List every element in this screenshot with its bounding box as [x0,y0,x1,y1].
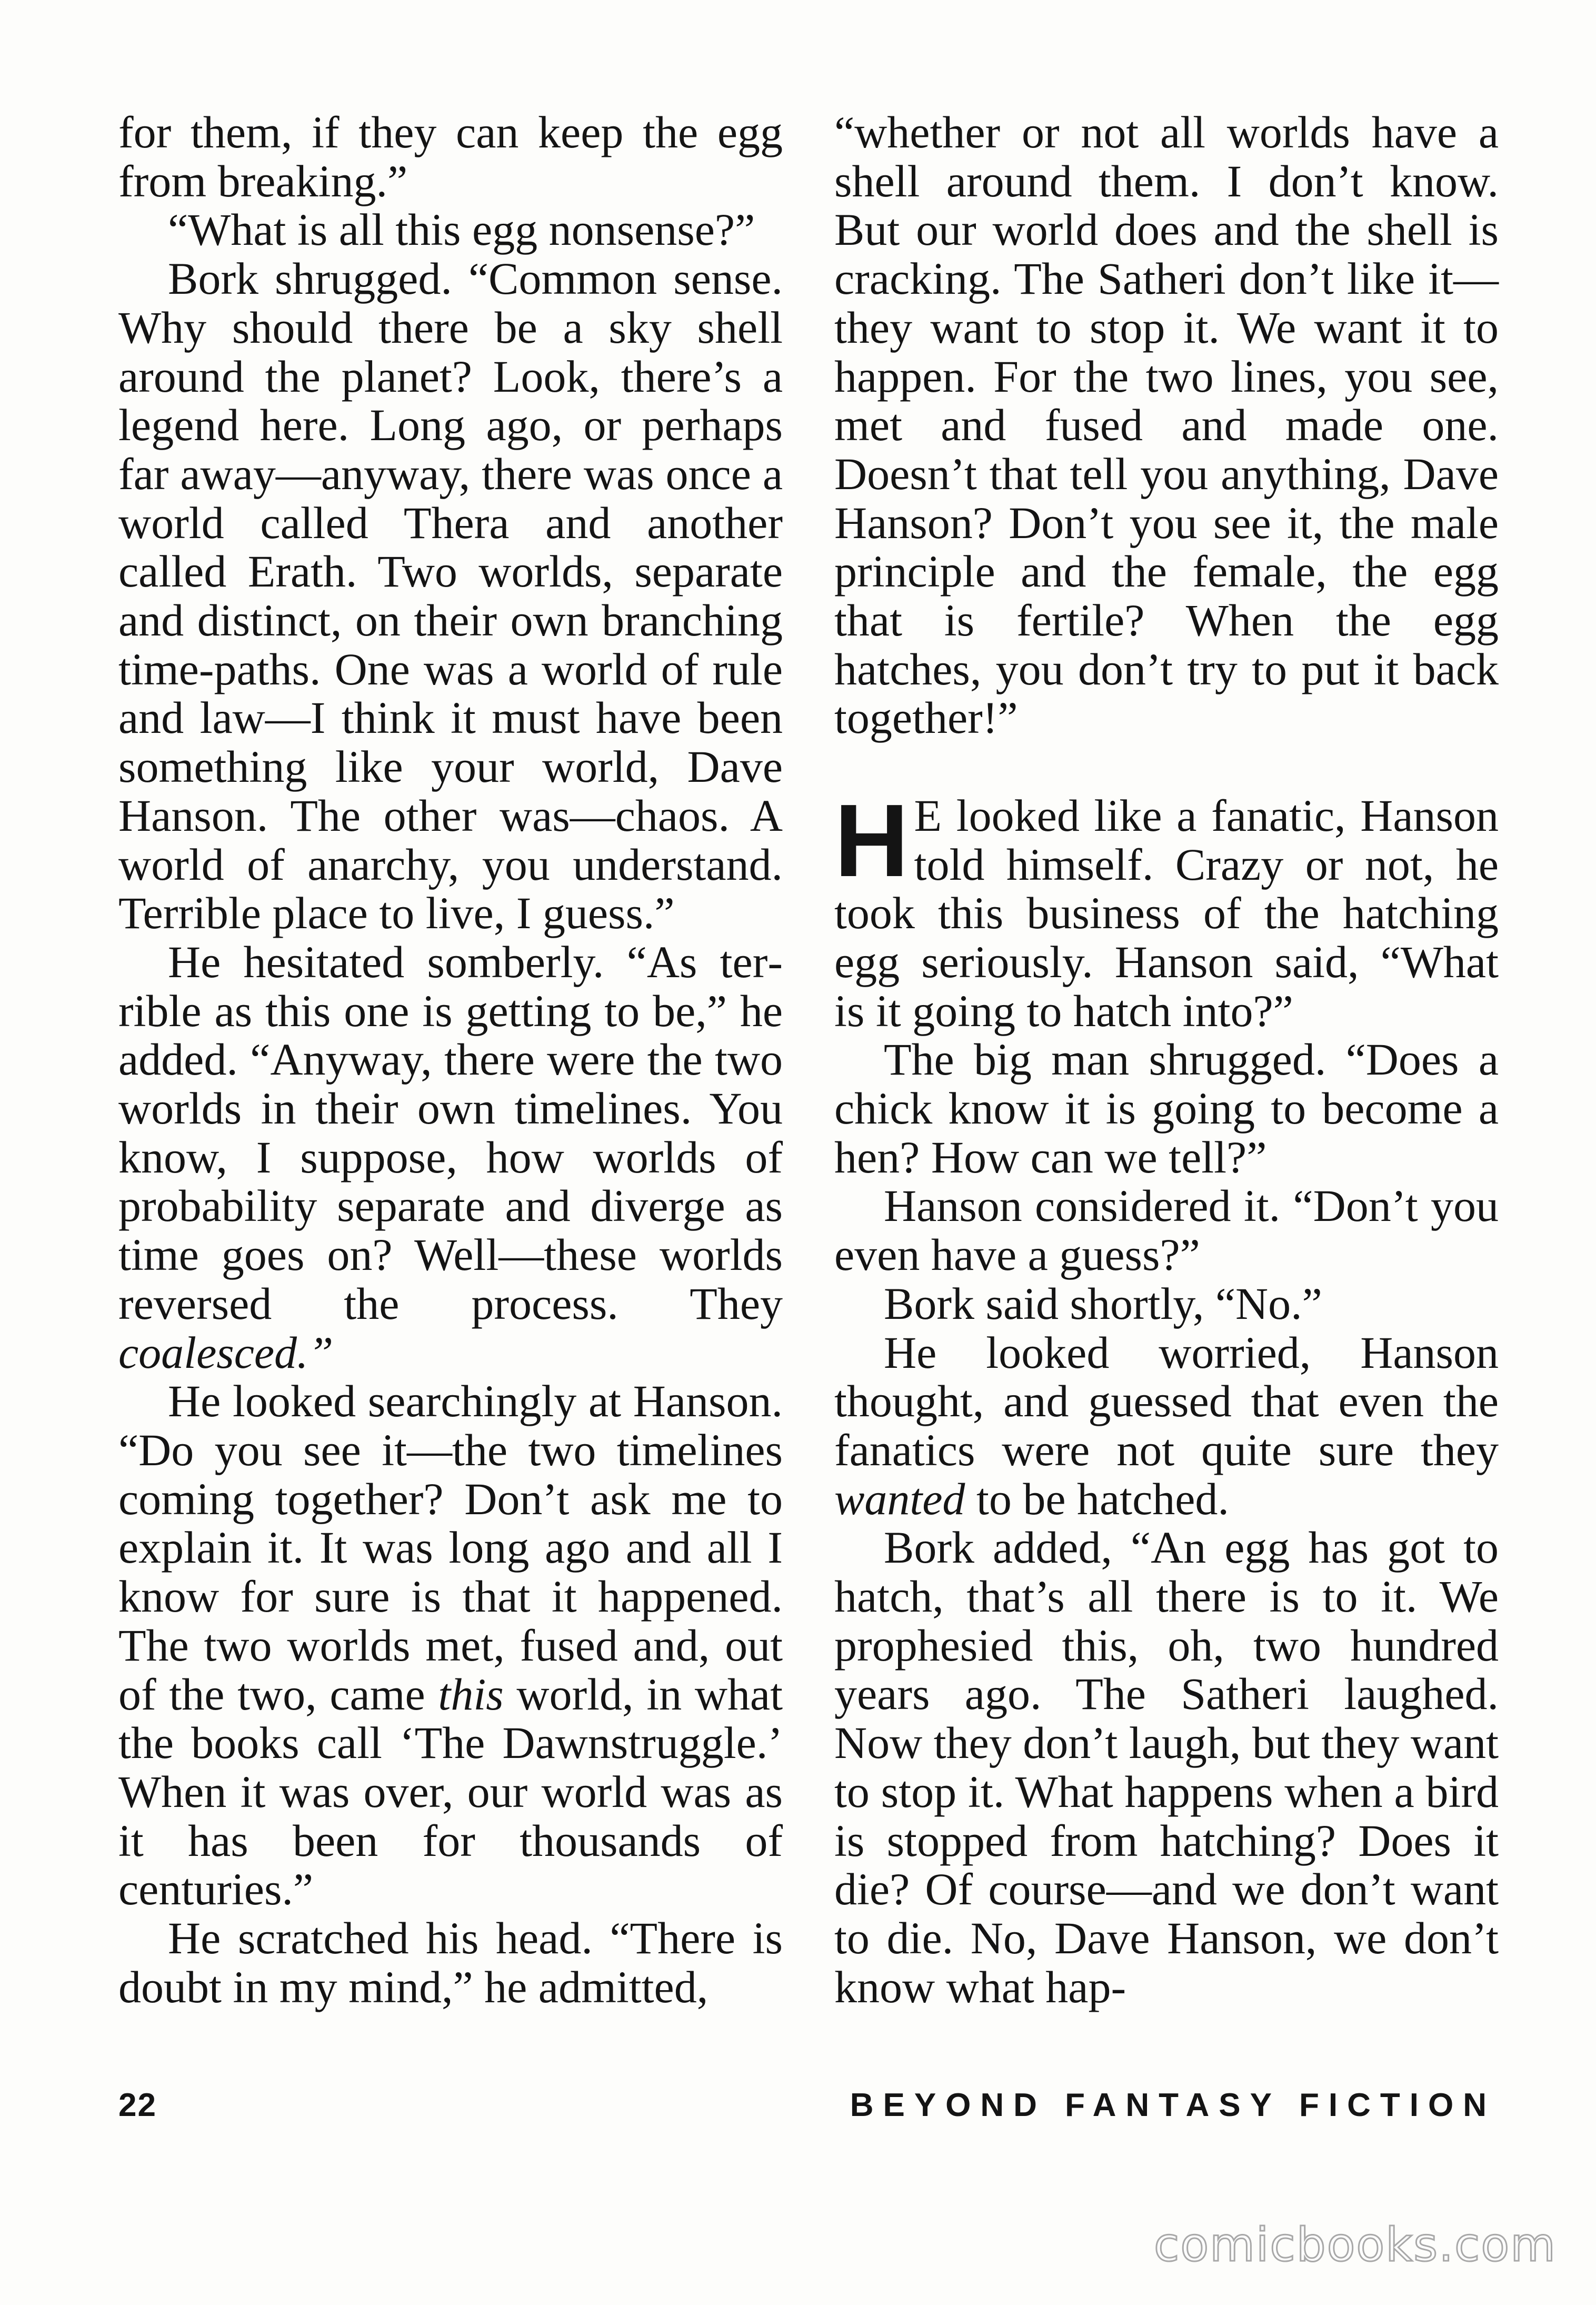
paragraph [118,938,783,1377]
paragraph [834,782,1499,1036]
paragraph: He scratched his head. “There is doubt in my mind,” he admitted, [118,1913,783,2012]
page-number: 22 [118,2087,157,2123]
paragraph: “whether or not all worlds have a shell around them. I don’t know. But our world does and the shell is cracking. The Satheri don’t like it—they want to stop it. We want it to happen. For the two lines, you see, met and fused and made one. Doesn’t that tell you anything, Dave Hanson? Don’t you see it, the male principle and the female, the egg that is fertile? When the egg hatches, you don’t try to put it back together!” [834,107,1499,743]
paragraph: Bork said shortly, “No.” [884,1278,1322,1329]
running-head: BEYOND FANTASY FICTION [850,2087,1496,2123]
paragraph: Hanson considered it. “Don’t you even have a guess?” [834,1180,1499,1280]
watermark: comicbooks.com [1153,2218,1557,2272]
left-column [118,108,783,2011]
right-column [834,108,1499,2011]
paragraph-text: to be hatched. [965,1473,1229,1524]
paragraph: Bork shrugged. “Common sense. Why should there be a sky shell around the planet? Look, there’s a legend here. Long ago, or perhaps far away—anyway, there was once a world called Thera and another called Erath. Two worlds, separate and distinct, on their own branching time-paths. One was a world of rule and law—I think it must have been something like your world, Dave Hanson. The other was—chaos. A world of anarchy, you understand. Terrible place to live, I guess.” [118,253,783,939]
drop-cap: H [834,782,909,898]
italic-text: coalesced.” [118,1327,334,1378]
paragraph-text: He looked searchingly at Hanson. “Do you see it—the two timelines coming together? Don’t ask me to explain it. It was long ago and all I know for sure is that it happened. The two worlds met, fused and, out of the two, came [118,1376,783,1720]
paragraph: “What is all this egg nonsense?” [168,204,755,255]
paragraph-text: E looked like a fanatic, Hanson told himself. Crazy or not, he took this business of the hatching egg seriously. Hanson said, “What is it going to hatch into?” [834,790,1499,1036]
paragraph: for them, if they can keep the egg from breaking.” [118,107,783,206]
paragraph: Bork added, “An egg has got to hatch, that’s all there is to it. We prophesied this, oh, two hundred years ago. The Satheri laughed. Now they don’t laugh, but they want to stop it. What happens when a bird is stopped from hatching? Does it die? Of course—and we don’t want to die. No, Dave Hanson, we don’t know what hap- [834,1522,1499,2012]
paragraph-text: He hesitated somberly. “As terrible as this one is getting to be,” he added. “Anyway, there were the two worlds in their own timelines. You know, I suppose, how worlds of probability separate and diverge as time goes on? Well—these worlds reversed the process. They [118,936,783,1329]
paragraph-text: He looked worried, Hanson thought, and guessed that even the fanatics were not quite sure they [834,1327,1499,1475]
paragraph [118,1377,783,1914]
paragraph: The big man shrugged. “Does a chick know it is going to become a hen? How can we tell?” [834,1034,1499,1183]
paragraph-text: world, in what the books call ‘The Dawnstruggle.’ When it was over, our world was as it has been for thousands of centuries.” [118,1668,783,1915]
italic-text: this [438,1668,504,1720]
paragraph [834,1328,1499,1524]
italic-text: wanted [834,1473,965,1524]
